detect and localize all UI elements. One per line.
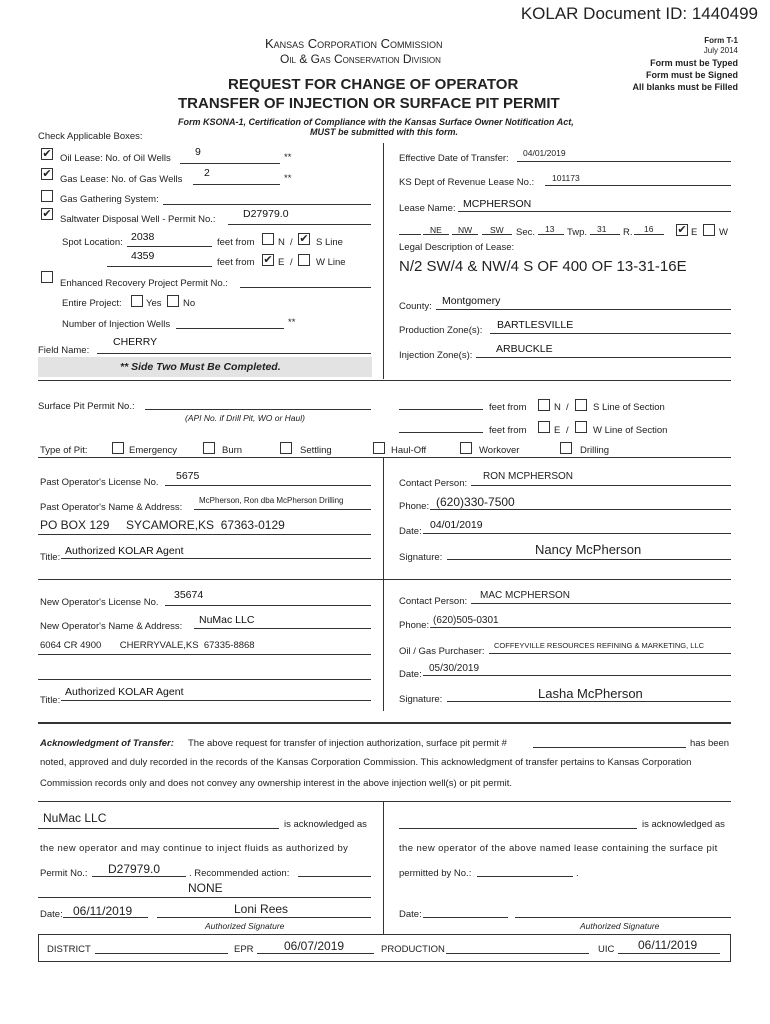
spot-e-checkbox[interactable]: ✔ <box>263 253 273 266</box>
ack-date-label: Date: <box>40 909 63 920</box>
spot-ew-feet: 4359 <box>131 250 155 262</box>
spot-w-checkbox[interactable] <box>298 254 310 266</box>
document-id: KOLAR Document ID: 1440499 <box>520 4 758 23</box>
uic-date: 06/11/2019 <box>638 938 698 952</box>
check-applicable-label: Check Applicable Boxes: <box>38 131 143 142</box>
uic-label: UIC <box>598 944 615 955</box>
drilling-label: Drilling <box>580 445 610 456</box>
swd-checkbox[interactable]: ✔ <box>42 207 52 220</box>
gas-lease-checkbox[interactable]: ✔ <box>42 167 52 180</box>
enhanced-recovery-checkbox[interactable] <box>41 271 53 283</box>
note-signed: Form must be Signed <box>645 70 738 80</box>
ack-text-1: The above request for transfer of injection authorization, surface pit permit # <box>188 738 507 749</box>
swd-label: Saltwater Disposal Well - Permit No.: <box>60 214 216 225</box>
gas-lease-label: Gas Lease: No. of Gas Wells <box>60 174 183 185</box>
pit-w-checkbox[interactable] <box>575 421 587 433</box>
ack-date-value: 06/11/2019 <box>73 904 133 918</box>
past-signature-value: Nancy McPherson <box>535 542 642 557</box>
n-label: N <box>278 237 285 248</box>
type-of-pit-label: Type of Pit: <box>40 445 88 456</box>
pit-e-checkbox[interactable] <box>538 421 550 433</box>
feet-from: feet from <box>489 402 527 413</box>
new-license-label: New Operator's License No. <box>40 597 159 608</box>
division-name: Oil & Gas Conservation Division <box>280 52 441 66</box>
ack-signature-value: Loni Rees <box>234 902 289 916</box>
spot-ns-feet: 2038 <box>131 231 155 243</box>
slash: / <box>290 237 293 248</box>
production-zone-value: BARTLESVILLE <box>497 319 574 331</box>
new-title-label: Title: <box>40 695 61 706</box>
new-name-label: New Operator's Name & Address: <box>40 621 183 632</box>
pit-workover-checkbox[interactable] <box>460 442 472 454</box>
slash: / <box>290 257 293 268</box>
production-zone-label: Production Zone(s): <box>399 325 483 336</box>
pit-settling-checkbox[interactable] <box>280 442 292 454</box>
past-phone-value: (620)330-7500 <box>436 495 515 509</box>
w-line-label: W Line <box>316 257 346 268</box>
r-label: R. <box>623 227 633 238</box>
entire-yes-checkbox[interactable] <box>131 295 143 307</box>
ack-date-label-right: Date: <box>399 909 422 920</box>
stars: ** <box>288 317 296 328</box>
spot-s-checkbox[interactable]: ✔ <box>299 232 309 245</box>
lease-name-label: Lease Name: <box>399 203 456 214</box>
w-line-of-section: W Line of Section <box>593 425 668 436</box>
new-title-value: Authorized KOLAR Agent <box>65 686 184 698</box>
stars: ** <box>284 152 292 163</box>
s-line-of-section: S Line of Section <box>593 402 665 413</box>
new-phone-value: (620)505-0301 <box>433 615 499 626</box>
pit-n-checkbox[interactable] <box>538 399 550 411</box>
new-license-value: 35674 <box>174 589 204 601</box>
ack-operator-name: NuMac LLC <box>43 811 107 825</box>
swd-permit-number: D27979.0 <box>243 208 289 220</box>
period: . <box>576 868 579 879</box>
quarter-1: NE <box>430 225 442 235</box>
w-label: W <box>719 227 728 238</box>
new-date-value: 05/30/2019 <box>429 663 480 674</box>
ksdr-lease-label: KS Dept of Revenue Lease No.: <box>399 177 535 188</box>
feet-from: feet from <box>489 425 527 436</box>
n-label: N <box>554 402 561 413</box>
past-contact-value: RON MCPHERSON <box>483 471 574 482</box>
legal-description-value: N/2 SW/4 & NW/4 S OF 400 OF 13-31-16E <box>399 258 687 275</box>
no-label: No <box>183 298 196 309</box>
county-label: County: <box>399 301 432 312</box>
e-label: E <box>554 425 561 436</box>
entire-no-checkbox[interactable] <box>167 295 179 307</box>
past-contact-label: Contact Person: <box>399 478 468 489</box>
stars: ** <box>284 173 292 184</box>
surface-pit-label: Surface Pit Permit No.: <box>38 401 135 412</box>
new-signature-label: Signature: <box>399 694 443 705</box>
note-typed: Form must be Typed <box>650 58 738 68</box>
form-date: July 2014 <box>703 46 738 55</box>
past-license-value: 5675 <box>176 470 200 482</box>
oil-lease-checkbox[interactable]: ✔ <box>42 147 52 160</box>
legal-description-label: Legal Description of Lease: <box>399 242 515 253</box>
past-address: PO BOX 129 SYCAMORE,KS 67363-0129 <box>40 518 285 532</box>
past-phone-label: Phone: <box>399 501 430 512</box>
enhanced-recovery-label: Enhanced Recovery Project Permit No.: <box>60 278 228 289</box>
subtitle-1: Form KSONA-1, Certification of Compliance with the Kansas Surface Owner Notification Act, <box>178 117 574 127</box>
past-title-value: Authorized KOLAR Agent <box>65 545 184 557</box>
pit-s-checkbox[interactable] <box>575 399 587 411</box>
s-line-label: S Line <box>316 237 343 248</box>
field-name-value: CHERRY <box>113 336 158 348</box>
range-value: 16 <box>644 224 654 234</box>
note-filled: All blanks must be Filled <box>632 82 738 92</box>
field-name-label: Field Name: <box>38 345 90 356</box>
haul-off-label: Haul-Off <box>391 445 427 456</box>
slash: / <box>566 425 569 436</box>
past-license-label: Past Operator's License No. <box>40 477 159 488</box>
api-note: (API No. if Drill Pit, WO or Haul) <box>185 413 305 423</box>
past-name-value: McPherson, Ron dba McPherson Drilling <box>199 496 344 505</box>
past-signature-label: Signature: <box>399 552 443 563</box>
spot-n-checkbox[interactable] <box>262 233 274 245</box>
subtitle-2: MUST be submitted with this form. <box>310 127 458 137</box>
pit-haul-off-checkbox[interactable] <box>373 442 385 454</box>
range-w-checkbox[interactable] <box>703 224 715 236</box>
workover-label: Workover <box>479 445 520 456</box>
new-contact-value: MAC MCPHERSON <box>480 590 571 601</box>
pit-burn-checkbox[interactable] <box>203 442 215 454</box>
lease-name-value: MCPHERSON <box>463 198 532 210</box>
feet-from: feet from <box>217 257 255 268</box>
is-acknowledged-right: is acknowledged as <box>642 819 725 830</box>
auth-signature-label-right: Authorized Signature <box>580 921 660 931</box>
ack-right-text: the new operator of the above named lease containing the surface pit <box>399 843 718 854</box>
effective-date-value: 04/01/2019 <box>523 148 566 158</box>
oil-wells-count: 9 <box>195 146 201 158</box>
district-label: DISTRICT <box>47 944 91 955</box>
epr-date: 06/07/2019 <box>284 939 345 953</box>
purchaser-label: Oil / Gas Purchaser: <box>399 646 485 657</box>
county-value: Montgomery <box>442 295 501 307</box>
pit-drilling-checkbox[interactable] <box>560 442 572 454</box>
new-contact-label: Contact Person: <box>399 596 468 607</box>
e-label: E <box>691 227 698 238</box>
has-been: has been <box>690 738 730 749</box>
new-name-value: NuMac LLC <box>199 614 255 626</box>
ack-text-3: Commission records only and does not convey any ownership interest in the above injection well(s) or pit permit. <box>40 778 513 789</box>
injection-zone-value: ARBUCKLE <box>496 343 553 355</box>
gas-gathering-label: Gas Gathering System: <box>60 194 159 205</box>
production-label: PRODUCTION <box>381 944 445 955</box>
emergency-label: Emergency <box>129 445 178 456</box>
auth-signature-label-left: Authorized Signature <box>205 921 285 931</box>
new-signature-value: Lasha McPherson <box>538 686 643 701</box>
ack-permit-value: D27979.0 <box>108 862 161 876</box>
settling-label: Settling <box>300 445 332 456</box>
agency-name: Kansas Corporation Commission <box>265 36 443 51</box>
side-two-text: ** Side Two Must Be Completed. <box>120 361 281 373</box>
past-date-label: Date: <box>399 526 422 537</box>
pit-emergency-checkbox[interactable] <box>112 442 124 454</box>
slash: / <box>566 402 569 413</box>
permitted-by-label: permitted by No.: <box>399 868 472 879</box>
ksdr-lease-value: 101173 <box>552 173 580 183</box>
feet-from: feet from <box>217 237 255 248</box>
quarter-3: SW <box>490 225 504 235</box>
yes-label: Yes <box>146 298 162 309</box>
ack-left-text: the new operator and may continue to inject fluids as authorized by <box>40 843 349 854</box>
past-name-label: Past Operator's Name & Address: <box>40 502 183 513</box>
section-value: 13 <box>545 224 555 234</box>
title-line-2: TRANSFER OF INJECTION OR SURFACE PIT PERMIT <box>178 95 560 112</box>
injection-wells-label: Number of Injection Wells <box>62 319 171 330</box>
e-label: E <box>278 257 285 268</box>
effective-date-label: Effective Date of Transfer: <box>399 153 509 164</box>
recommended-action-value: NONE <box>188 881 223 895</box>
form-number: Form T-1 <box>704 36 738 45</box>
epr-label: EPR <box>234 944 254 955</box>
recommended-action-label: . Recommended action: <box>189 868 290 879</box>
is-acknowledged-left: is acknowledged as <box>284 819 367 830</box>
entire-project-label: Entire Project: <box>62 298 122 309</box>
burn-label: Burn <box>222 445 243 456</box>
ack-heading: Acknowledgment of Transfer: <box>40 738 174 749</box>
range-e-checkbox[interactable]: ✔ <box>677 223 687 236</box>
twp-label: Twp. <box>567 227 588 238</box>
new-phone-label: Phone: <box>399 620 430 631</box>
ack-text-2: noted, approved and duly recorded in the records of the Kansas Corporation Commission. This acknowledgment of transfer pertains to Kansas Corporation <box>40 757 692 768</box>
spot-location-label: Spot Location: <box>62 237 123 248</box>
past-title-label: Title: <box>40 552 61 563</box>
oil-lease-label: Oil Lease: No. of Oil Wells <box>60 153 171 164</box>
past-date-value: 04/01/2019 <box>430 519 483 531</box>
injection-zone-label: Injection Zone(s): <box>399 350 473 361</box>
title-line-1: REQUEST FOR CHANGE OF OPERATOR <box>228 76 519 93</box>
new-date-label: Date: <box>399 669 422 680</box>
township-value: 31 <box>597 224 607 234</box>
new-address: 6064 CR 4900 CHERRYVALE,KS 67335-8868 <box>40 640 255 651</box>
sec-label: Sec. <box>516 227 536 238</box>
gas-gathering-checkbox[interactable] <box>41 190 53 202</box>
ack-permit-label: Permit No.: <box>40 868 88 879</box>
quarter-2: NW <box>458 225 473 235</box>
gas-wells-count: 2 <box>204 167 210 179</box>
purchaser-value: COFFEYVILLE RESOURCES REFINING & MARKETING, LLC <box>494 641 705 650</box>
